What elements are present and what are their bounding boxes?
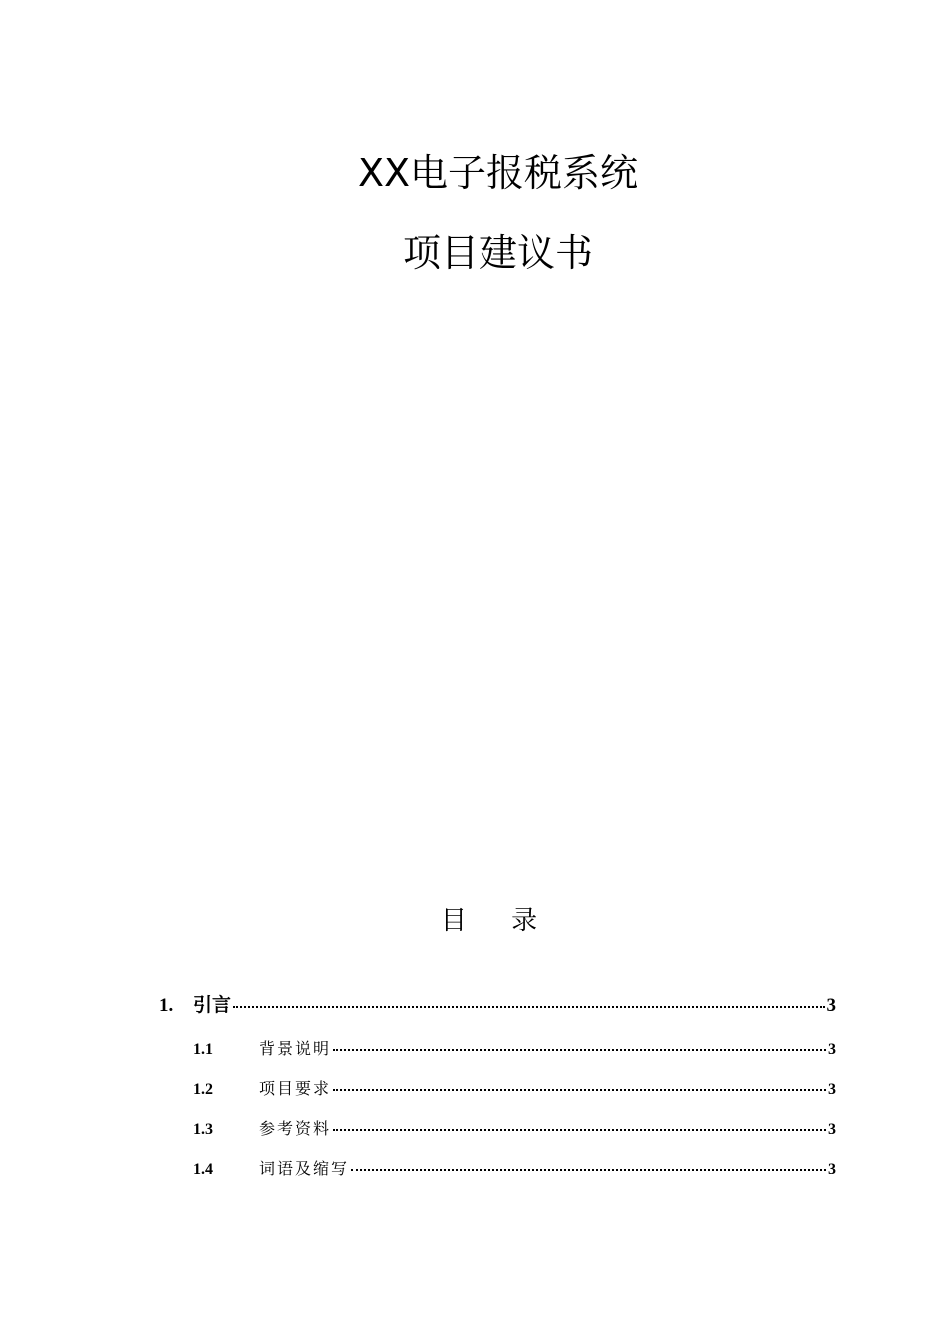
toc-entry-number: 1.1 <box>193 1041 213 1058</box>
toc-dot-leader <box>333 1129 826 1131</box>
toc-entry-label: 背景说明 <box>259 1039 332 1058</box>
toc-entry-number: 1.4 <box>193 1161 213 1178</box>
toc-entry-label: 引言 <box>193 994 232 1016</box>
toc-dot-leader <box>333 1049 826 1051</box>
toc-entry-requirements[interactable] <box>193 1076 836 1099</box>
toc-heading: 目 录 <box>440 906 556 936</box>
toc-entry-page: 3 <box>826 995 836 1016</box>
document-subtitle: 项目建议书 <box>402 231 593 275</box>
toc-dot-leader <box>233 1006 824 1008</box>
toc-entry-background[interactable] <box>193 1036 836 1059</box>
toc-entry-page: 3 <box>828 1081 836 1098</box>
toc-entry-intro[interactable] <box>159 990 836 1017</box>
toc-entry-page: 3 <box>828 1041 836 1058</box>
toc-entry-number: 1.2 <box>193 1081 213 1098</box>
toc-entry-label: 参考资料 <box>259 1119 332 1138</box>
toc-entry-references[interactable] <box>193 1116 836 1139</box>
toc-entry-page: 3 <box>828 1121 836 1138</box>
toc-entry-number: 1.3 <box>193 1121 213 1138</box>
toc-entry-label: 词语及缩写 <box>259 1159 350 1178</box>
toc-entry-number: 1. <box>159 995 174 1016</box>
toc-dot-leader <box>333 1089 826 1091</box>
toc-entry-label: 项目要求 <box>259 1079 332 1098</box>
toc-dot-leader <box>351 1169 826 1171</box>
toc-entry-glossary[interactable] <box>193 1156 836 1179</box>
toc-entry-page: 3 <box>828 1161 836 1178</box>
document-title: XX电子报税系统 <box>357 151 639 195</box>
